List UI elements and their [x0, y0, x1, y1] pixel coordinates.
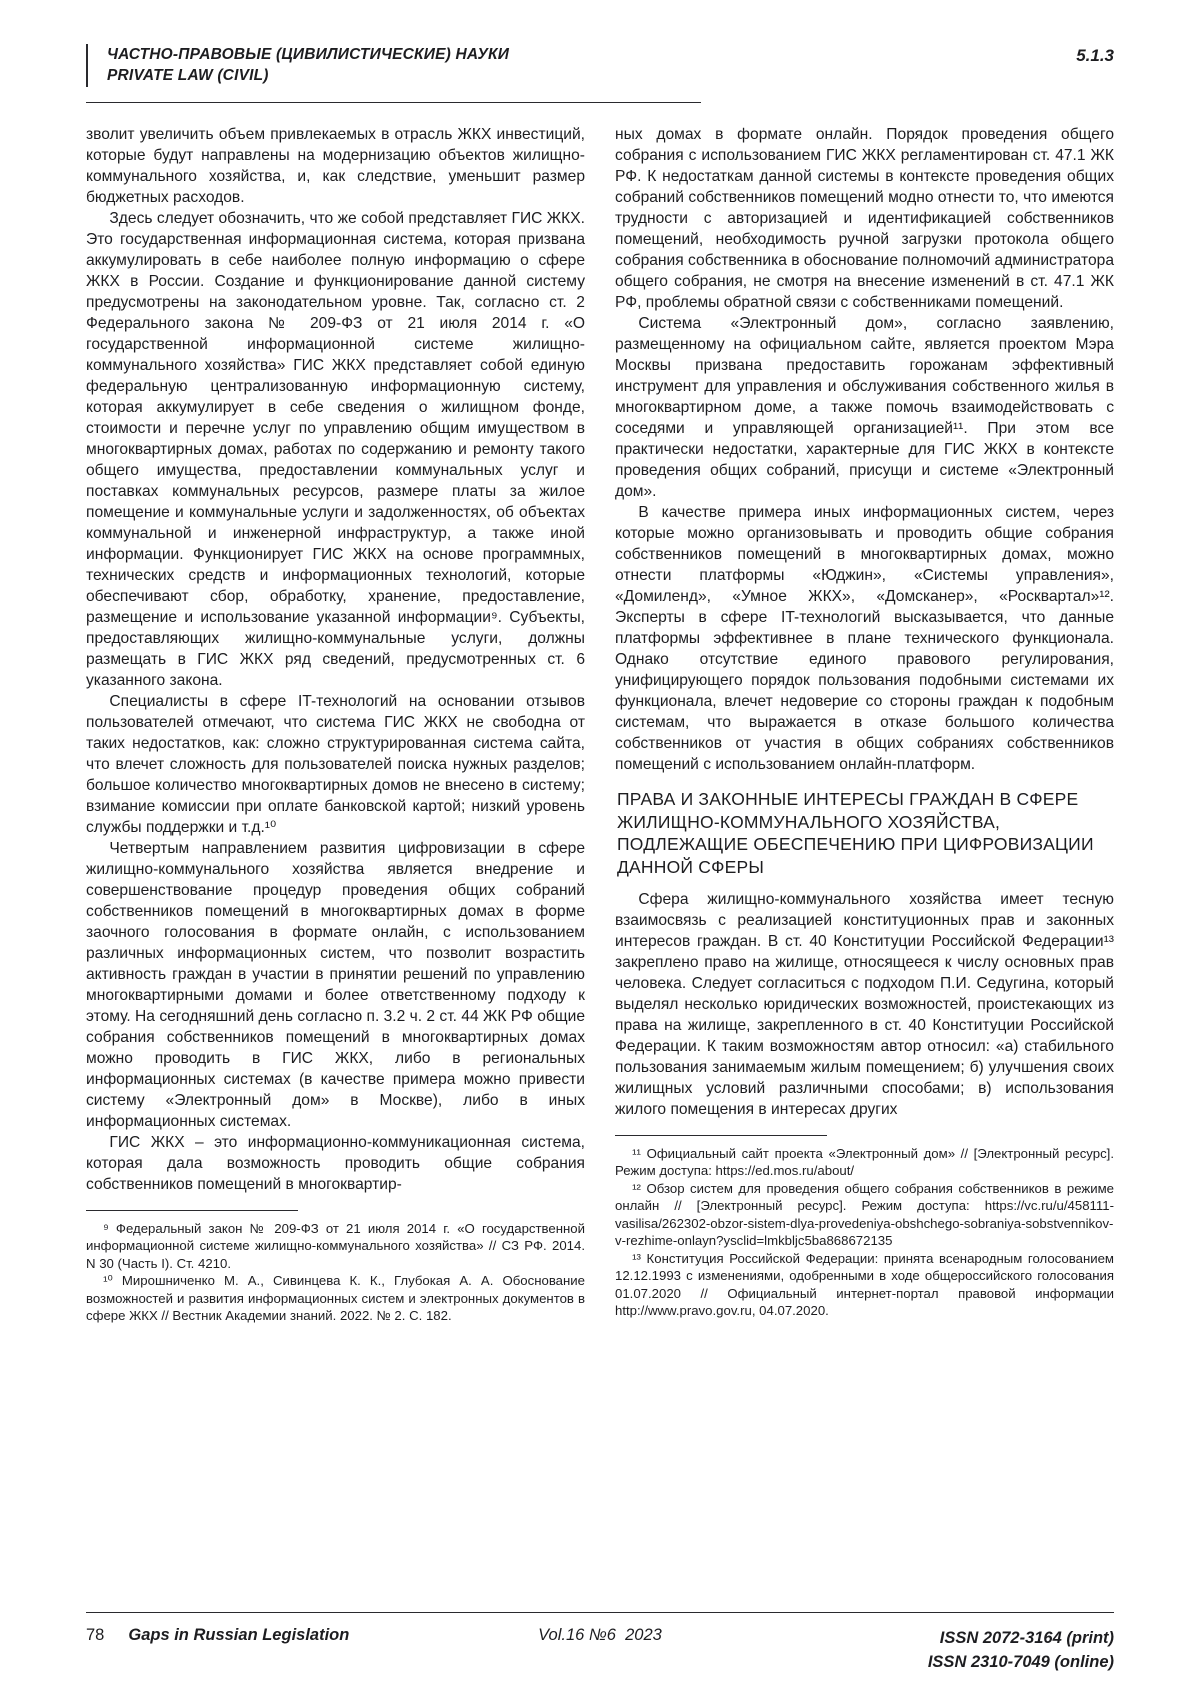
- left-column-text: [86, 124, 585, 1195]
- right-column-text: [615, 124, 1114, 1120]
- right-footnotes-list: [615, 1145, 1114, 1320]
- left-footnotes: [86, 1210, 585, 1325]
- heading: ПРАВА И ЗАКОННЫЕ ИНТЕРЕСЫ ГРАЖДАН В СФЕРЕ ЖИЛИЩНО-КОММУНАЛЬНОГО ХОЗЯЙСТВА, ПОДЛЕЖАЩИЕ ОБЕСПЕЧЕНИЮ ПРИ ЦИФРОВИЗАЦИИ ДАННОЙ СФЕРЫ: [617, 788, 1094, 877]
- footnote-separator: [86, 1210, 298, 1211]
- left-footnotes-list: [86, 1220, 585, 1325]
- issn-block: [771, 1626, 1114, 1676]
- paragraph: Здесь следует обозначить, что же собой представляет ГИС ЖКХ. Это государственная информационная система, которая призвана аккумулировать в себе наиболее полную информацию о сфере ЖКХ в России. Создание и функционирование данной систему предусмотрены на законодательном уровне. Так, согласно ст. 2 Федерального закона № 209-ФЗ от 21 июля 2014 г. «О государственной информационной системе жилищно-коммунального хозяйства» ГИС ЖКХ представляет собой единую федеральную централизованную информационную систему, которая аккумулирует в себе сведения о жилищном фонде, стоимости и перечне услуг по управлению общим имуществом в многоквартирных домах, работах по содержанию и ремонту такого общего имущества, предоставлении коммунальных услуг и поставках коммунальных ресурсов, размере платы за жилое помещение и коммунальные услуги и задолженностях, об объектах коммунальной и инженерной инфраструктур, а также иной информации. Функционирует ГИС ЖКХ на основе программных, технических средств и информационных технологий, которые обеспечивают сбор, обработку, хранение, предоставление, размещение и использование указанной информации⁹. Субъекты, предоставляющих жилищно-коммунальные услуги, должны размещать в ГИС ЖКХ ряд сведений, предусмотренных ст. 6 указанного закона.: [86, 209, 585, 689]
- footnote: ¹² Обзор систем для проведения общего собрания собственников в режиме онлайн // [Электронный ресурс]. Режим доступа: https://vc.ru/u/458111-vasilisa/262302-obzor-sistem-dlya-provedeniya-obshchego-sobraniya-sobstvennikov-v-rezhime-onlayn?ysclid=lmkbljc5ba868672135: [615, 1180, 1114, 1249]
- footnote: ¹⁰ Мирошниченко М. А., Сивинцева К. К., Глубокая А. А. Обоснование возможностей и развития информационных систем и электронных документов в сфере ЖКХ // Вестник Академии знаний. 2022. № 2. С. 182.: [86, 1273, 585, 1324]
- right-column: [615, 124, 1114, 1325]
- section-title: [107, 44, 509, 87]
- page-number: 78: [86, 1625, 105, 1644]
- left-column: [86, 124, 585, 1325]
- footer-left: [86, 1626, 429, 1645]
- paragraph: Сфера жилищно-коммунального хозяйства имеет тесную взаимосвязь с реализацией конституционных прав и законных интересов граждан. В ст. 40 Конституции Российской Федерации¹³ закреплено право на жилище, относящееся к числу основных прав человека. Следует согласиться с подходом П.И. Седугина, который выделял несколько юридических возможностей, проистекающих из права на жилище, закрепленного в ст. 40 Конституции Российской Федерации. К таким возможностям автор относил: «а) стабильного пользования занимаемым жилым помещением; б) улучшения своих жилищных условий различными способами; в) использования жилого помещения в интересах других: [615, 890, 1114, 1118]
- section-title-ru: ЧАСТНО-ПРАВОВЫЕ (ЦИВИЛИСТИЧЕСКИЕ) НАУКИ: [107, 46, 510, 63]
- paragraph: Система «Электронный дом», согласно заявлению, размещенному на официальном сайте, является проектом Мэра Москвы призвана предоставить горожанам эффективный инструмент для управления и обслуживания собственного жилья в многоквартирном доме, а также помочь взаимодействовать с соседями и управляющей организацией¹¹. При этом все практически недостатки, характерные для ГИС ЖКХ в контексте проведения общих собраний, присущи и системе «Электронный дом».: [615, 314, 1114, 500]
- footnote: ¹¹ Официальный сайт проекта «Электронный дом» // [Электронный ресурс]. Режим доступа: https://ed.mos.ru/about/: [615, 1145, 1114, 1179]
- paragraph: ных домах в формате онлайн. Порядок проведения общего собрания с использованием ГИС ЖКХ регламентирован ст. 47.1 ЖК РФ. К недостаткам данной системы в контексте проведения общих собраний собственников помещений модно отнести то, что имеются трудности с авторизацией и идентификацией собственников помещений, необходимость ручной загрузки протокола общего собрания собственника в обоснование полномочий администратора общего собрания, не смотря на внесение изменений в ст. 47.1 ЖК РФ, проблемы обратной связи с собственниками помещений.: [615, 125, 1114, 311]
- right-footnotes: [615, 1135, 1114, 1320]
- paragraph: ГИС ЖКХ – это информационно-коммуникационная система, которая дала возможность проводить общие собрания собственников помещений в многоквартир-: [86, 1133, 585, 1193]
- page-header: [86, 44, 1114, 87]
- issn-print: ISSN 2072-3164 (print): [939, 1628, 1115, 1647]
- footnote: ¹³ Конституция Российской Федерации: принята всенародным голосованием 12.12.1993 с изменениями, одобренными в ходе общероссийского голосования 01.07.2020 // Официальный интернет-портал правовой информации http://www.pravo.gov.ru, 04.07.2020.: [615, 1250, 1114, 1319]
- article-body: [86, 124, 1114, 1325]
- issn-online: ISSN 2310-7049 (online): [927, 1653, 1115, 1672]
- paragraph: Специалисты в сфере IT-технологий на основании отзывов пользователей отмечают, что система ГИС ЖКХ не свободна от таких недостатков, как: сложно структурированная система сайта, что влечет сложность для пользователей поиска нужных разделов; большое количество многоквартирных домов не внесено в систему; взимание комиссии при оплате банковской картой; низкий уровень службы поддержки и т.д.¹⁰: [86, 692, 585, 836]
- paragraph: В качестве примера иных информационных систем, через которые можно организовывать и проводить общие собрания собственников помещений в многоквартирных домах, можно отнести платформы «Юджин», «Системы управления», «Домиленд», «Умное ЖКХ», «Домсканер», «Росквартал»¹². Эксперты в сфере IT-технологий высказывается, что данные платформы эффективнее в плане технического функционала. Однако отсутствие единого правового регулирования, унифицирующего порядок пользования подобными системами их функционала, влечет недоверие со стороны граждан к подобным системам, что выражается в отказе большого количества собственников от участия в общих собраниях собственников помещений с использованием онлайн-платформ.: [615, 503, 1114, 773]
- footnote-separator: [615, 1135, 827, 1136]
- classification-code: 5.1.3: [1076, 46, 1114, 65]
- volume-issue: Vol.16 №6 2023: [538, 1625, 662, 1644]
- paragraph: зволит увеличить объем привлекаемых в отрасль ЖКХ инвестиций, которые будут направлены на модернизацию объектов жилищно-коммунального хозяйства, и, как следствие, уменьшит размер бюджетных расходов.: [86, 125, 585, 206]
- journal-title: Gaps in Russian Legislation: [128, 1625, 350, 1644]
- header-rule: [86, 102, 701, 103]
- footnote: ⁹ Федеральный закон № 209-ФЗ от 21 июля 2014 г. «О государственной информационной системе жилищно-коммунального хозяйства» // СЗ РФ. 2014. N 30 (Часть I). Ст. 4210.: [86, 1220, 585, 1271]
- section-title-en: PRIVATE LAW (CIVIL): [107, 67, 269, 85]
- paragraph: Четвертым направлением развития цифровизации в сфере жилищно-коммунального хозяйства является внедрение и совершенствование процедур проведения общих собраний собственников помещений в многоквартирных домах в форме заочного голосования в формате онлайн, с использованием различных информационных систем, что позволит возрастить активность граждан в участии в принятии решений по управлению многоквартирными домами и более ответственному подходу к этому. На сегодняшний день согласно п. 3.2 ч. 2 ст. 44 ЖК РФ общие собрания собственников помещений в многоквартирных домах можно проводить в ГИС ЖКХ, либо в региональных информационных системах (в качестве примера можно привести систему «Электронный дом» в Москве), либо в иных информационных системах.: [86, 839, 586, 1130]
- page-footer: [86, 1612, 1114, 1676]
